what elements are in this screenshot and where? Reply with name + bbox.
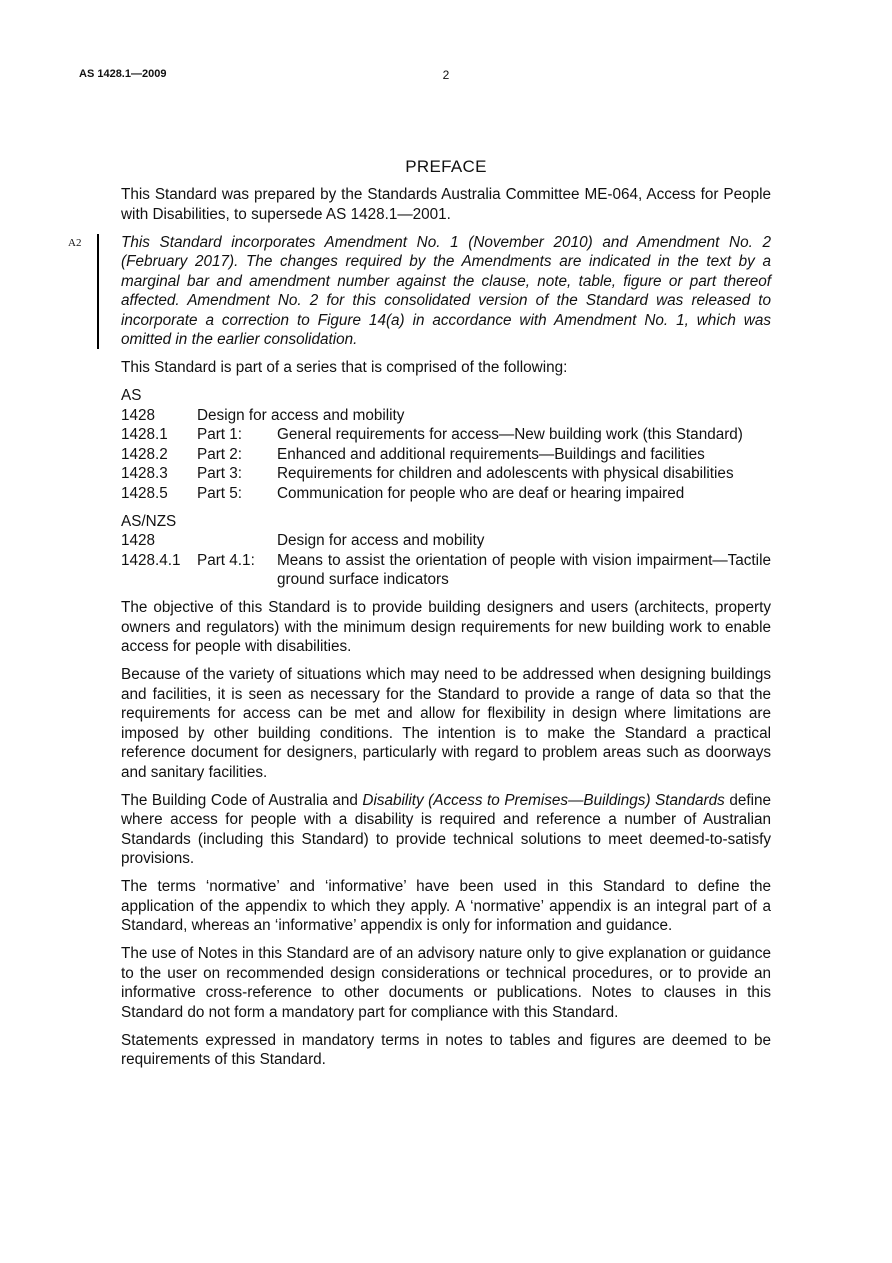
- series-number: 1428.5: [121, 484, 168, 502]
- notes-paragraph: The use of Notes in this Standard are of an advisory nature only to give explanation or guidance to the user on recommended design considerations or technical procedures, or to provide an informative cross-reference to other documents or publications. Notes to clauses in this Standard do not form a mandatory part for compliance with this Standard.: [121, 945, 771, 1021]
- series-part: Part 3:: [197, 465, 243, 482]
- statements-paragraph: Statements expressed in mandatory terms in notes to tables and figures are deemed to be requirements of this Standard.: [121, 1031, 771, 1068]
- objective-paragraph: The objective of this Standard is to provide building designers and users (architects, property owners and regulators) with the minimum design requirements for new building work to enable access for people with disabilities.: [121, 599, 771, 655]
- bca-text-start: The Building Code of Australia and: [121, 791, 363, 809]
- series-row: [121, 551, 771, 590]
- bca-paragraph: [121, 791, 771, 869]
- series-asnzs-group: [121, 512, 771, 590]
- series-number: 1428.2: [121, 445, 168, 463]
- series-title: General requirements for access—New building work (this Standard): [277, 426, 743, 443]
- series-part: Part 5:: [197, 484, 243, 502]
- variety-paragraph: Because of the variety of situations which may need to be addressed when designing buildings and facilities, it is seen as necessary for the Standard to provide a range of data so that the requirements for access can be met and allow for flexibility in design where limitations are imposed by other building conditions. The intention is to make the Standard a practical reference document for designers, particularly with regard to problem areas such as doorways and sanitary facilities.: [121, 666, 771, 781]
- series-part: Part 1:: [197, 426, 243, 443]
- page-title: PREFACE: [405, 157, 487, 176]
- page-number: 2: [442, 68, 450, 82]
- bca-standards-title: Disability (Access to Premises—Buildings) Standards: [362, 791, 725, 809]
- amendment-tag: A2: [68, 236, 82, 249]
- series-number: 1428: [121, 406, 156, 424]
- series-row: [121, 406, 771, 426]
- series-row: [121, 531, 771, 551]
- series-row: [121, 425, 771, 445]
- bca-text-end: define where access for people with a disability is required and reference a number of Australian Standards (including this Standard) to provide technical solutions to meet deemed-to-satisfy provisions.: [121, 791, 771, 867]
- series-asnzs-label: AS/NZS: [121, 512, 177, 530]
- series-number: 1428: [121, 532, 156, 549]
- amendment-marginal-bar: [97, 234, 99, 349]
- series-number: 1428.4.1: [121, 551, 181, 569]
- series-title: Design for access and mobility: [197, 406, 405, 424]
- document-body: [68, 185, 771, 1078]
- series-row: [121, 445, 771, 465]
- series-number: 1428.3: [121, 465, 168, 482]
- series-title: Means to assist the orientation of people with vision impairment—Tactile ground surface indicators: [277, 551, 771, 588]
- series-part: Part 2:: [197, 445, 243, 463]
- series-title: Design for access and mobility: [277, 532, 485, 549]
- series-as-label: AS: [121, 387, 142, 404]
- document-code: AS 1428.1—2009: [79, 68, 167, 80]
- series-intro: This Standard is part of a series that is comprised of the following:: [121, 359, 568, 376]
- series-title: Requirements for children and adolescents with physical disabilities: [277, 465, 734, 482]
- series-part: [197, 531, 277, 551]
- intro-paragraph: This Standard was prepared by the Standards Australia Committee ME-064, Access for People with Disabilities, to supersede AS 1428.1—2001.: [121, 186, 771, 223]
- series-row: [121, 464, 771, 484]
- series-as-group: [121, 386, 771, 503]
- series-part: Part 4.1:: [197, 551, 255, 569]
- series-title: Enhanced and additional requirements—Buildings and facilities: [277, 445, 705, 463]
- terms-paragraph: The terms ‘normative’ and ‘informative’ have been used in this Standard to define the application of the appendix to which they apply. A ‘normative’ appendix is an integral part of a Standard, whereas an ‘informative’ appendix is only for information and guidance.: [121, 878, 771, 934]
- series-row: [121, 484, 771, 504]
- series-number: 1428.1: [121, 426, 168, 443]
- series-title: Communication for people who are deaf or hearing impaired: [277, 484, 685, 502]
- amendment-paragraph: This Standard incorporates Amendment No. 1 (November 2010) and Amendment No. 2 (February 2017). The changes required by the Amendments are indicated in the text by a marginal bar and amendment number against the clause, note, table, figure or part thereof affected. Amendment No. 2 for this consolidated version of the Standard was released to incorporate a correction to Figure 14(a) in accordance with Amendment No. 1, which was omitted in the earlier consolidation.: [121, 233, 771, 348]
- amendment-block: [68, 233, 771, 350]
